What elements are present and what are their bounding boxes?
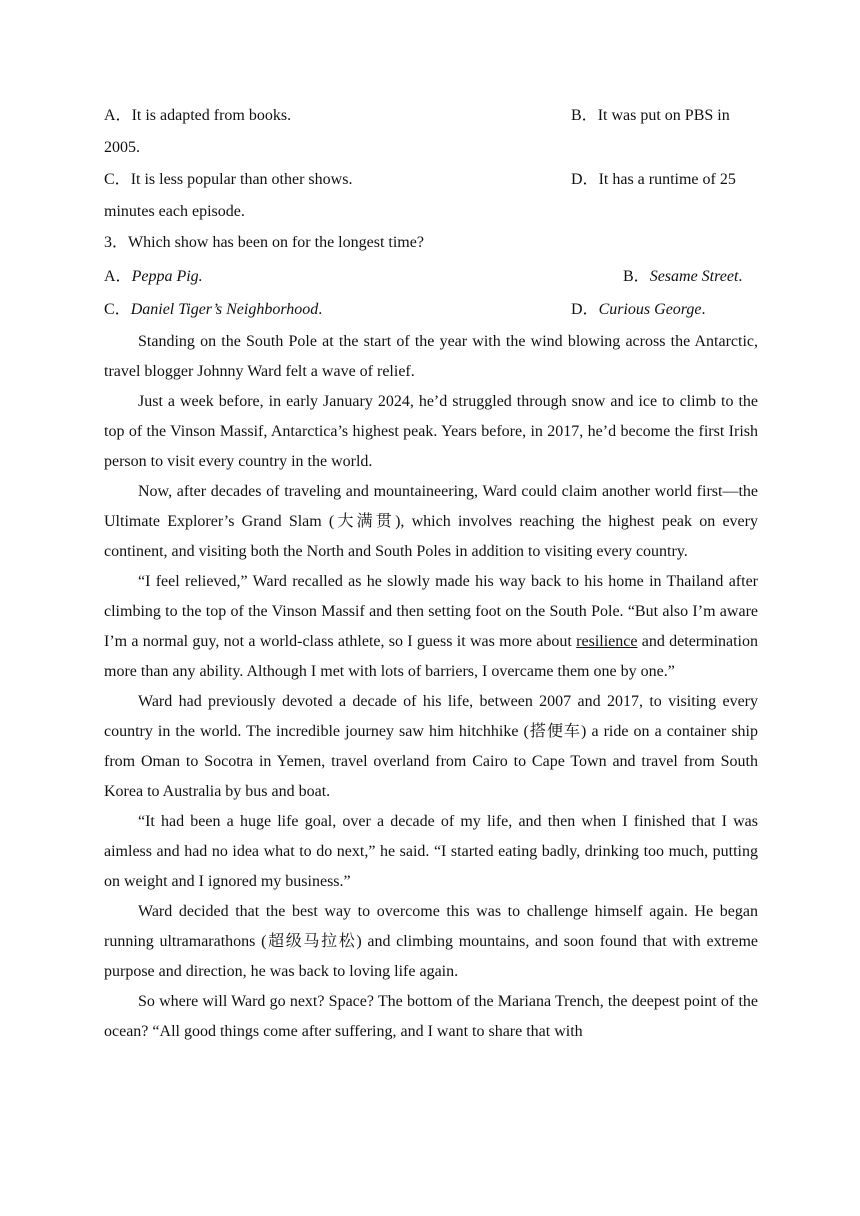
- question-3: [104, 233, 424, 253]
- option-marker: A．: [104, 268, 132, 285]
- option-marker: C．: [104, 301, 131, 318]
- option-suffix: .: [701, 301, 706, 318]
- paragraph-5: Ward had previously devoted a decade of his life, between 2007 and 2017, to visiting every country in the world. The incredible journey saw him hitchhike (搭便车) a ride on a container ship from Oman to Socotra in Yemen, travel overland from Cairo to Cape Town and travel from South Korea to Australia by bus and boat.: [104, 693, 758, 800]
- option-2a: [104, 106, 291, 126]
- option-suffix: .: [318, 301, 323, 318]
- option-2b-continued: 2005.: [104, 139, 140, 156]
- option-title: Curious George: [598, 301, 702, 318]
- option-suffix: .: [198, 268, 203, 285]
- option-suffix: .: [738, 268, 743, 285]
- option-3b: [623, 267, 742, 287]
- option-3c: [104, 300, 322, 320]
- option-marker: B．: [571, 107, 598, 124]
- paragraph-2: Just a week before, in early January 2024, he’d struggled through snow and ice to climb to the top of the Vinson Massif, Antarctica’s highest peak. Years before, in 2017, he’d become the first Irish person to visit every country in the world.: [104, 393, 758, 470]
- paragraph-4-part-2: and determination more than any ability. Although I met with lots of barriers, I overcame them one by one.”: [104, 633, 759, 680]
- option-2c: [104, 170, 352, 190]
- option-text: It is adapted from books.: [131, 107, 292, 124]
- option-marker: A．: [104, 107, 132, 124]
- option-marker: D．: [571, 301, 599, 318]
- reading-passage: [104, 327, 758, 1047]
- option-marker: B．: [623, 268, 650, 285]
- paragraph-1: Standing on the South Pole at the start of the year with the wind blowing across the Antarctic, travel blogger Johnny Ward felt a wave of relief.: [104, 333, 758, 380]
- paragraph-3: Now, after decades of traveling and mountaineering, Ward could claim another world first—the Ultimate Explorer’s Grand Slam (大满贯), which involves reaching the highest peak on every continent, and visiting both the North and South Poles in addition to visiting every country.: [104, 483, 758, 560]
- option-marker: C．: [104, 171, 131, 188]
- option-marker: D．: [571, 171, 599, 188]
- option-title: Daniel Tiger’s Neighborhood: [130, 301, 319, 318]
- option-title: Peppa Pig: [131, 268, 199, 285]
- underlined-word: resilience: [576, 633, 638, 650]
- option-3a: [104, 267, 203, 287]
- question-number: 3．: [104, 234, 129, 251]
- option-2b: [571, 106, 730, 126]
- option-2d: [571, 170, 736, 190]
- paragraph-8: So where will Ward go next? Space? The bottom of the Mariana Trench, the deepest point of the ocean? “All good things come after suffering, and I want to share that with: [104, 993, 758, 1040]
- option-text: It was put on PBS in: [597, 107, 730, 124]
- option-3d: [571, 300, 706, 320]
- paragraph-4: [104, 567, 758, 687]
- paragraph-7: Ward decided that the best way to overcome this was to challenge himself again. He began running ultramarathons (超级马拉松) and climbing mountains, and soon found that with extreme purpose and direction, he was back to loving life again.: [104, 903, 758, 980]
- question-stem: Which show has been on for the longest time?: [128, 234, 424, 251]
- option-text: It is less popular than other shows.: [130, 171, 353, 188]
- option-title: Sesame Street: [649, 268, 739, 285]
- option-2d-continued: minutes each episode.: [104, 203, 245, 220]
- paragraph-6: “It had been a huge life goal, over a decade of my life, and then when I finished that I was aimless and had no idea what to do next,” he said. “I started eating badly, drinking too much, putting on weight and I ignored my business.”: [104, 813, 758, 890]
- paragraph-4-part-1: “I feel relieved,” Ward recalled as he slowly made his way back to his home in Thailand after climbing to the top of the Vinson Massif and then setting foot on the South Pole. “But also I’m aware I’m a normal guy, not a world-class athlete, so I guess it was more about: [104, 573, 758, 650]
- option-text: It has a runtime of 25: [598, 171, 736, 188]
